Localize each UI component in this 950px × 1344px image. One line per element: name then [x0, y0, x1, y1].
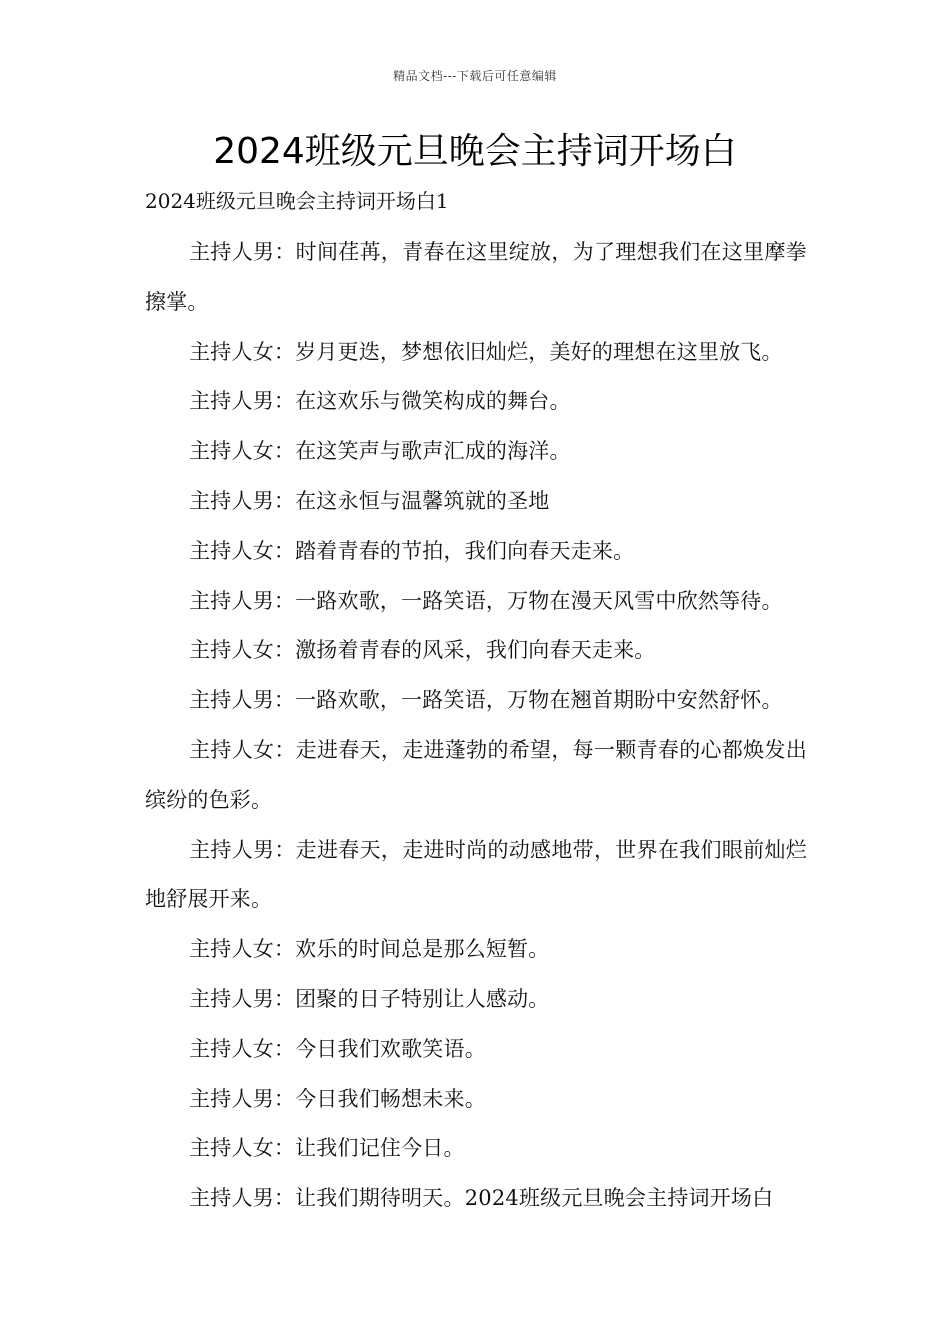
paragraph: 主持人男：一路欢歌，一路笑语，万物在漫天风雪中欣然等待。 — [189, 588, 783, 613]
paragraph: 主持人女：让我们记住今日。 — [189, 1136, 465, 1161]
paragraph: 主持人女：走进春天，走进蓬勃的希望，每一颗青春的心都焕发出缤纷的色彩。 — [145, 737, 807, 812]
paragraph: 主持人男：在这永恒与温馨筑就的圣地 — [189, 488, 550, 513]
paragraph: 主持人女：岁月更迭，梦想依旧灿烂，美好的理想在这里放飞。 — [189, 339, 783, 364]
paragraph: 主持人男：走进春天，走进时尚的动感地带，世界在我们眼前灿烂地舒展开来。 — [145, 837, 807, 912]
paragraph: 主持人男：时间荏苒，青春在这里绽放，为了理想我们在这里摩拳擦掌。 — [145, 240, 807, 314]
document-body — [145, 228, 807, 1224]
paragraph: 主持人男：团聚的日子特别让人感动。 — [189, 986, 550, 1011]
paragraph: 主持人女：踏着青春的节拍，我们向春天走来。 — [189, 538, 635, 563]
paragraph: 主持人女：欢乐的时间总是那么短暂。 — [189, 937, 550, 962]
paragraph: 主持人男：一路欢歌，一路笑语，万物在翘首期盼中安然舒怀。 — [189, 688, 783, 713]
paragraph: 主持人男：在这欢乐与微笑构成的舞台。 — [189, 389, 571, 414]
paragraph: 主持人女：在这笑声与歌声汇成的海洋。 — [189, 439, 571, 464]
document-subtitle: 2024班级元旦晚会主持词开场白1 — [145, 189, 449, 213]
paragraph: 主持人女：今日我们欢歌笑语。 — [189, 1036, 486, 1061]
header-note: 精品文档---下载后可任意编辑 — [393, 69, 557, 83]
document-title: 2024班级元旦晚会主持词开场白 — [213, 131, 737, 172]
paragraph: 主持人男：让我们期待明天。2024班级元旦晚会主持词开场白 — [189, 1186, 774, 1211]
paragraph: 主持人男：今日我们畅想未来。 — [189, 1086, 486, 1111]
paragraph: 主持人女：激扬着青春的风采，我们向春天走来。 — [189, 638, 656, 663]
